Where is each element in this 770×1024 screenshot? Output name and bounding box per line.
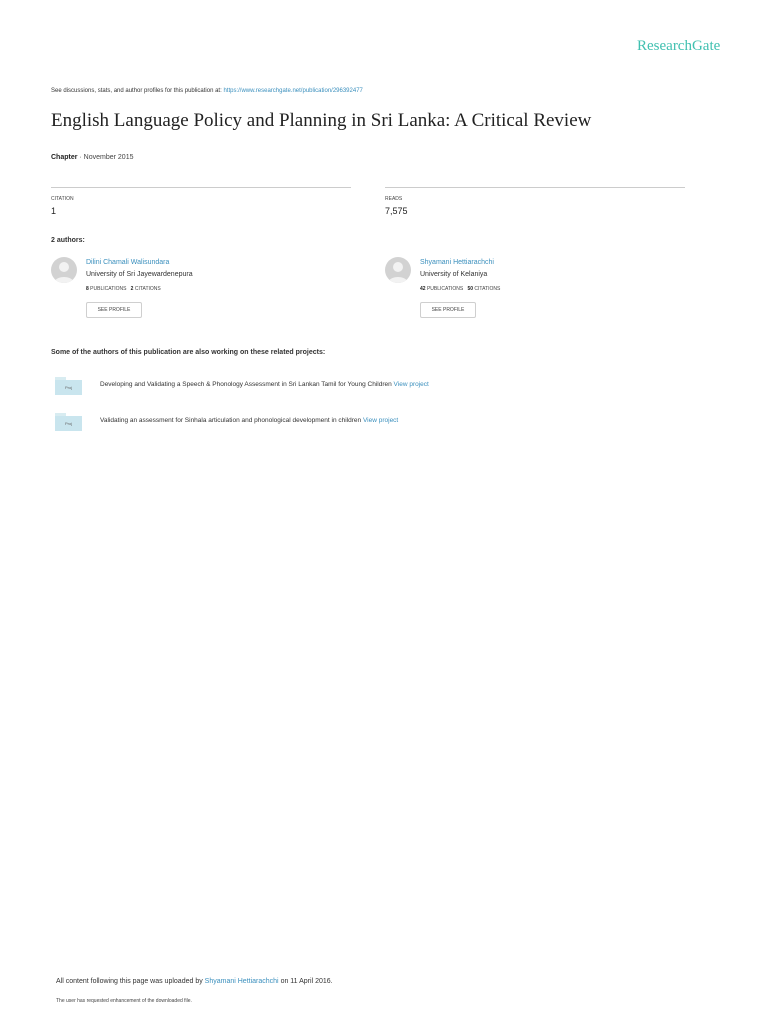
author-institution: University of Kelaniya	[420, 271, 488, 278]
project-title	[100, 417, 398, 424]
publications-label: PUBLICATIONS	[90, 286, 127, 292]
researchgate-logo[interactable]: ResearchGate	[637, 38, 721, 54]
author-name-link[interactable]: Dilini Chamali Walisundara	[86, 259, 170, 266]
author-name-link[interactable]: Shyamani Hettiarachchi	[420, 259, 494, 266]
publication-url-link[interactable]: https://www.researchgate.net/publication/296392477	[223, 88, 363, 94]
discussion-line	[51, 88, 363, 94]
upload-note	[56, 978, 333, 985]
project-item	[55, 377, 695, 395]
see-profile-button[interactable]: SEE PROFILE	[86, 302, 142, 318]
publications-count: 42	[420, 286, 426, 292]
citation-count: 1	[51, 206, 57, 216]
view-project-link[interactable]: View project	[393, 381, 429, 388]
citations-label: CITATIONS	[474, 286, 501, 292]
avatar[interactable]	[51, 257, 77, 283]
upload-suffix: on 11 April 2016.	[280, 978, 333, 985]
authors-heading: 2 authors:	[51, 237, 85, 244]
publication-meta	[51, 154, 133, 161]
publications-count: 8	[86, 286, 89, 292]
citations-label: CITATIONS	[134, 286, 161, 292]
upload-prefix: All content following this page was uploaded by	[56, 978, 203, 985]
project-folder-icon	[55, 377, 82, 395]
author-stats	[420, 286, 500, 292]
uploader-link[interactable]: Shyamani Hettiarachchi	[204, 978, 279, 985]
user-silhouette-icon	[385, 257, 411, 283]
user-silhouette-icon	[51, 257, 77, 283]
author-card	[51, 257, 351, 321]
author-card	[385, 257, 685, 321]
discussion-text: See discussions, stats, and author profiles for this publication at:	[51, 88, 222, 94]
author-stats	[86, 286, 161, 292]
publication-type: Chapter	[51, 154, 78, 161]
project-item	[55, 413, 695, 431]
see-profile-button[interactable]: SEE PROFILE	[420, 302, 476, 318]
citations-count: 2	[130, 286, 134, 292]
project-icon-label: Proj	[64, 421, 73, 426]
project-folder-icon	[55, 413, 82, 431]
reads-label: READS	[385, 196, 403, 202]
avatar[interactable]	[385, 257, 411, 283]
publication-date: · November 2015	[77, 154, 134, 161]
author-institution: University of Sri Jayewardenepura	[86, 271, 193, 278]
enhancement-note: The user has requested enhancement of the downloaded file.	[56, 998, 192, 1004]
page-title: English Language Policy and Planning in Sri Lanka: A Critical Review	[51, 110, 592, 131]
publications-label: PUBLICATIONS	[426, 286, 464, 292]
citation-label: CITATION	[51, 196, 74, 202]
citations-count: 50	[467, 286, 473, 292]
project-description: Developing and Validating a Speech & Phonology Assessment in Sri Lankan Tamil for Young Children	[100, 381, 392, 388]
projects-heading: Some of the authors of this publication are also working on these related projects:	[51, 349, 326, 356]
divider-left	[51, 187, 351, 188]
project-title	[100, 381, 429, 388]
project-icon-label: Proj	[64, 385, 73, 390]
divider-right	[385, 187, 685, 188]
view-project-link[interactable]: View project	[362, 417, 399, 424]
project-description: Validating an assessment for Sinhala articulation and phonological development in children	[100, 417, 362, 424]
reads-count: 7,575	[385, 206, 408, 216]
